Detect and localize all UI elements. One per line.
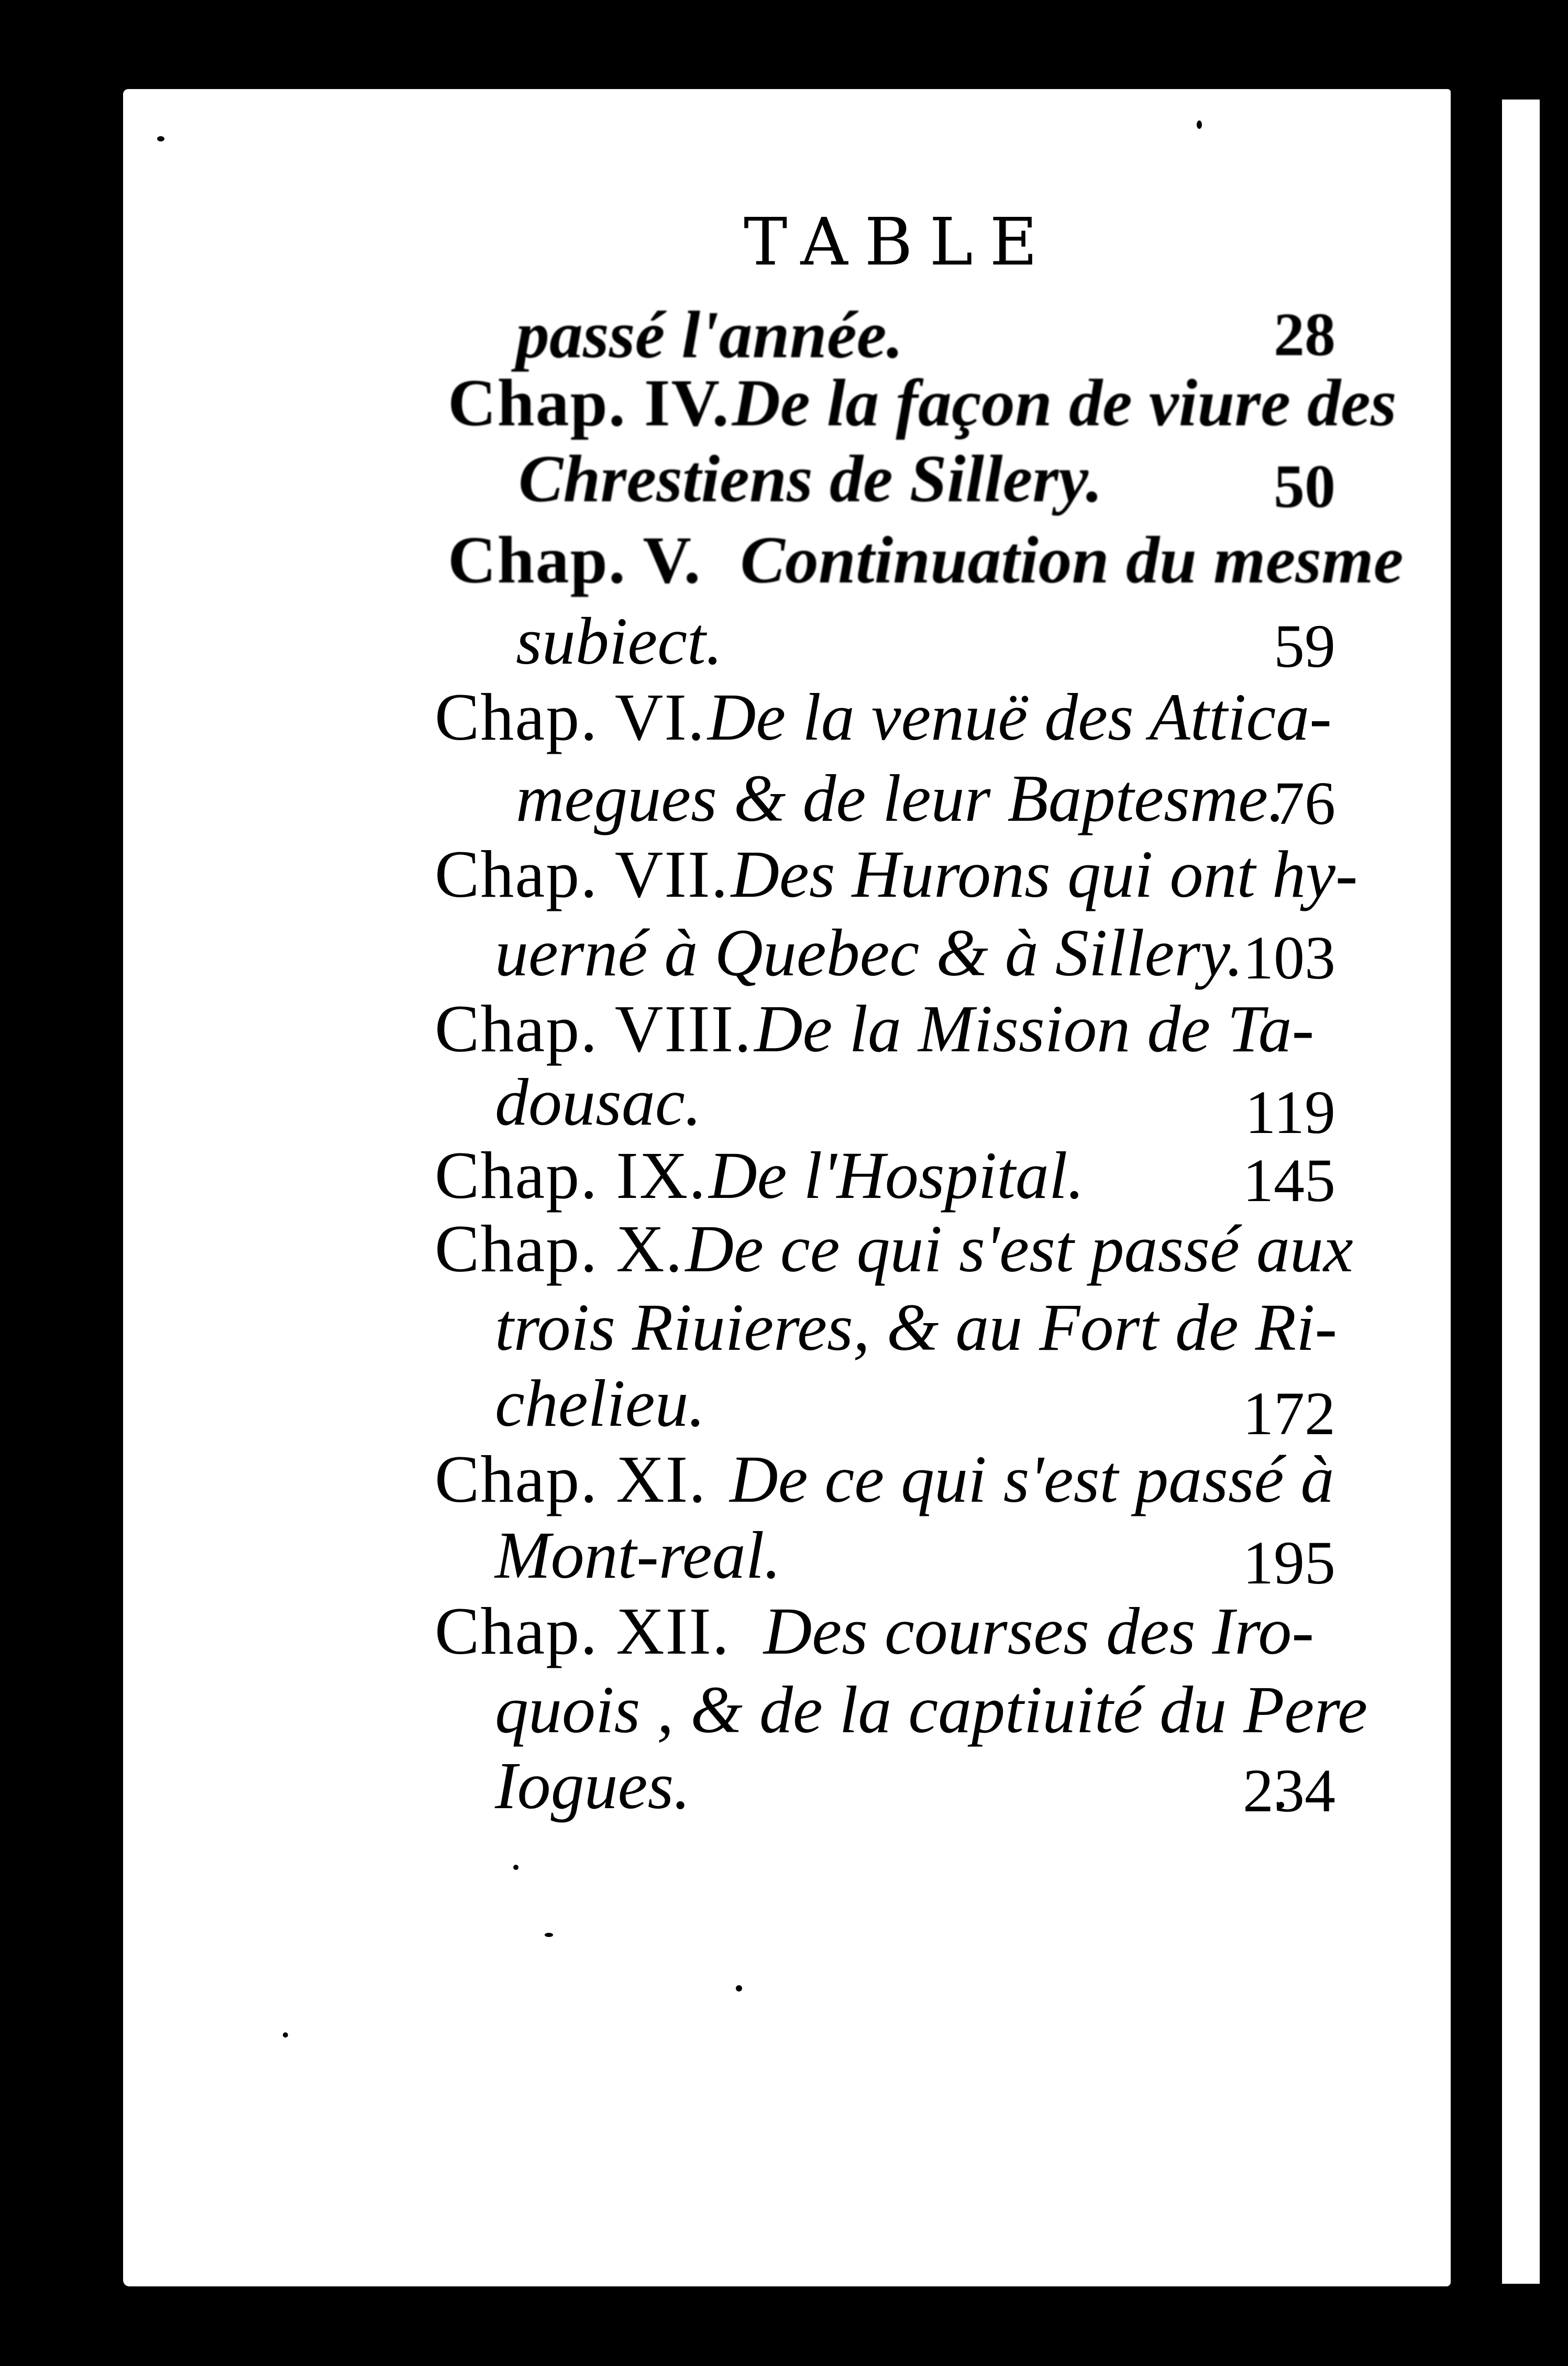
chapter-label: Chap. XII.: [435, 1594, 730, 1668]
page-number: 195: [1243, 1528, 1335, 1597]
entry-title-line: Des courses des Iro-: [763, 1594, 1314, 1668]
entry-title-line: Iogues.: [495, 1748, 691, 1823]
entry-title-line: quois , & de la captiuité du Pere: [495, 1672, 1368, 1747]
page-number: 59: [1274, 612, 1335, 680]
page-number: 172: [1243, 1379, 1335, 1448]
page-number: 28: [1274, 300, 1335, 369]
entry-title-line: Chrestiens de Sillery.: [518, 442, 1103, 516]
speck: [1197, 120, 1202, 129]
speck: [545, 1933, 553, 1937]
entry-title-line: trois Riuieres, & au Fort de Ri-: [495, 1290, 1338, 1364]
page-number: 103: [1243, 923, 1335, 992]
entry-title-line: De la venuë des Attica-: [707, 680, 1332, 754]
entry-title-line: dousac.: [495, 1065, 702, 1139]
page-number: 50: [1274, 452, 1335, 521]
entry-title-line: De l'Hospital.: [709, 1138, 1085, 1213]
speck: [157, 136, 164, 141]
entry-title-line: Mont-real.: [495, 1518, 781, 1592]
chapter-label: Chap. VIII.: [435, 992, 753, 1066]
speck: [736, 1985, 742, 1991]
page-number: 145: [1243, 1146, 1335, 1215]
running-head: TABLE: [744, 204, 1054, 280]
entry-title-line: De la façon de viure des: [732, 366, 1397, 440]
entry-title-line: Continuation du mesme: [740, 523, 1404, 597]
entry-title-line: passé l'année.: [516, 298, 903, 372]
chapter-label: Chap. VII.: [435, 837, 729, 911]
page-number: 234: [1243, 1756, 1335, 1825]
entry-title-line: chelieu.: [495, 1366, 705, 1440]
entry-title-line: De la Mission de Ta-: [754, 992, 1315, 1066]
entry-title-line: De ce qui s'est passé à: [730, 1442, 1334, 1516]
chapter-label: Chap. IV.: [448, 366, 730, 440]
chapter-label: Chap. VI.: [435, 680, 705, 754]
speck: [513, 1865, 518, 1870]
entry-line: [495, 1748, 691, 1857]
entry-title-line: subiect.: [516, 604, 723, 678]
chapter-label: Chap. V.: [448, 523, 702, 597]
chapter-label: Chap. XI.: [435, 1442, 707, 1516]
page-number: 119: [1245, 1078, 1335, 1147]
chapter-label: Chap. IX.: [435, 1138, 707, 1213]
facing-page-edge: [1502, 100, 1540, 2284]
page-number: 76: [1274, 769, 1335, 838]
speck: [283, 2032, 288, 2038]
entry-title-line: megues & de leur Baptesme.: [516, 761, 1285, 835]
entry-title-line: uerné à Quebec & à Sillery.: [495, 916, 1243, 990]
entry-title-line: Des Hurons qui ont hy-: [731, 837, 1358, 911]
entry-title-line: De ce qui s'est passé aux: [685, 1212, 1353, 1286]
chapter-label: Chap. X.: [435, 1212, 683, 1286]
